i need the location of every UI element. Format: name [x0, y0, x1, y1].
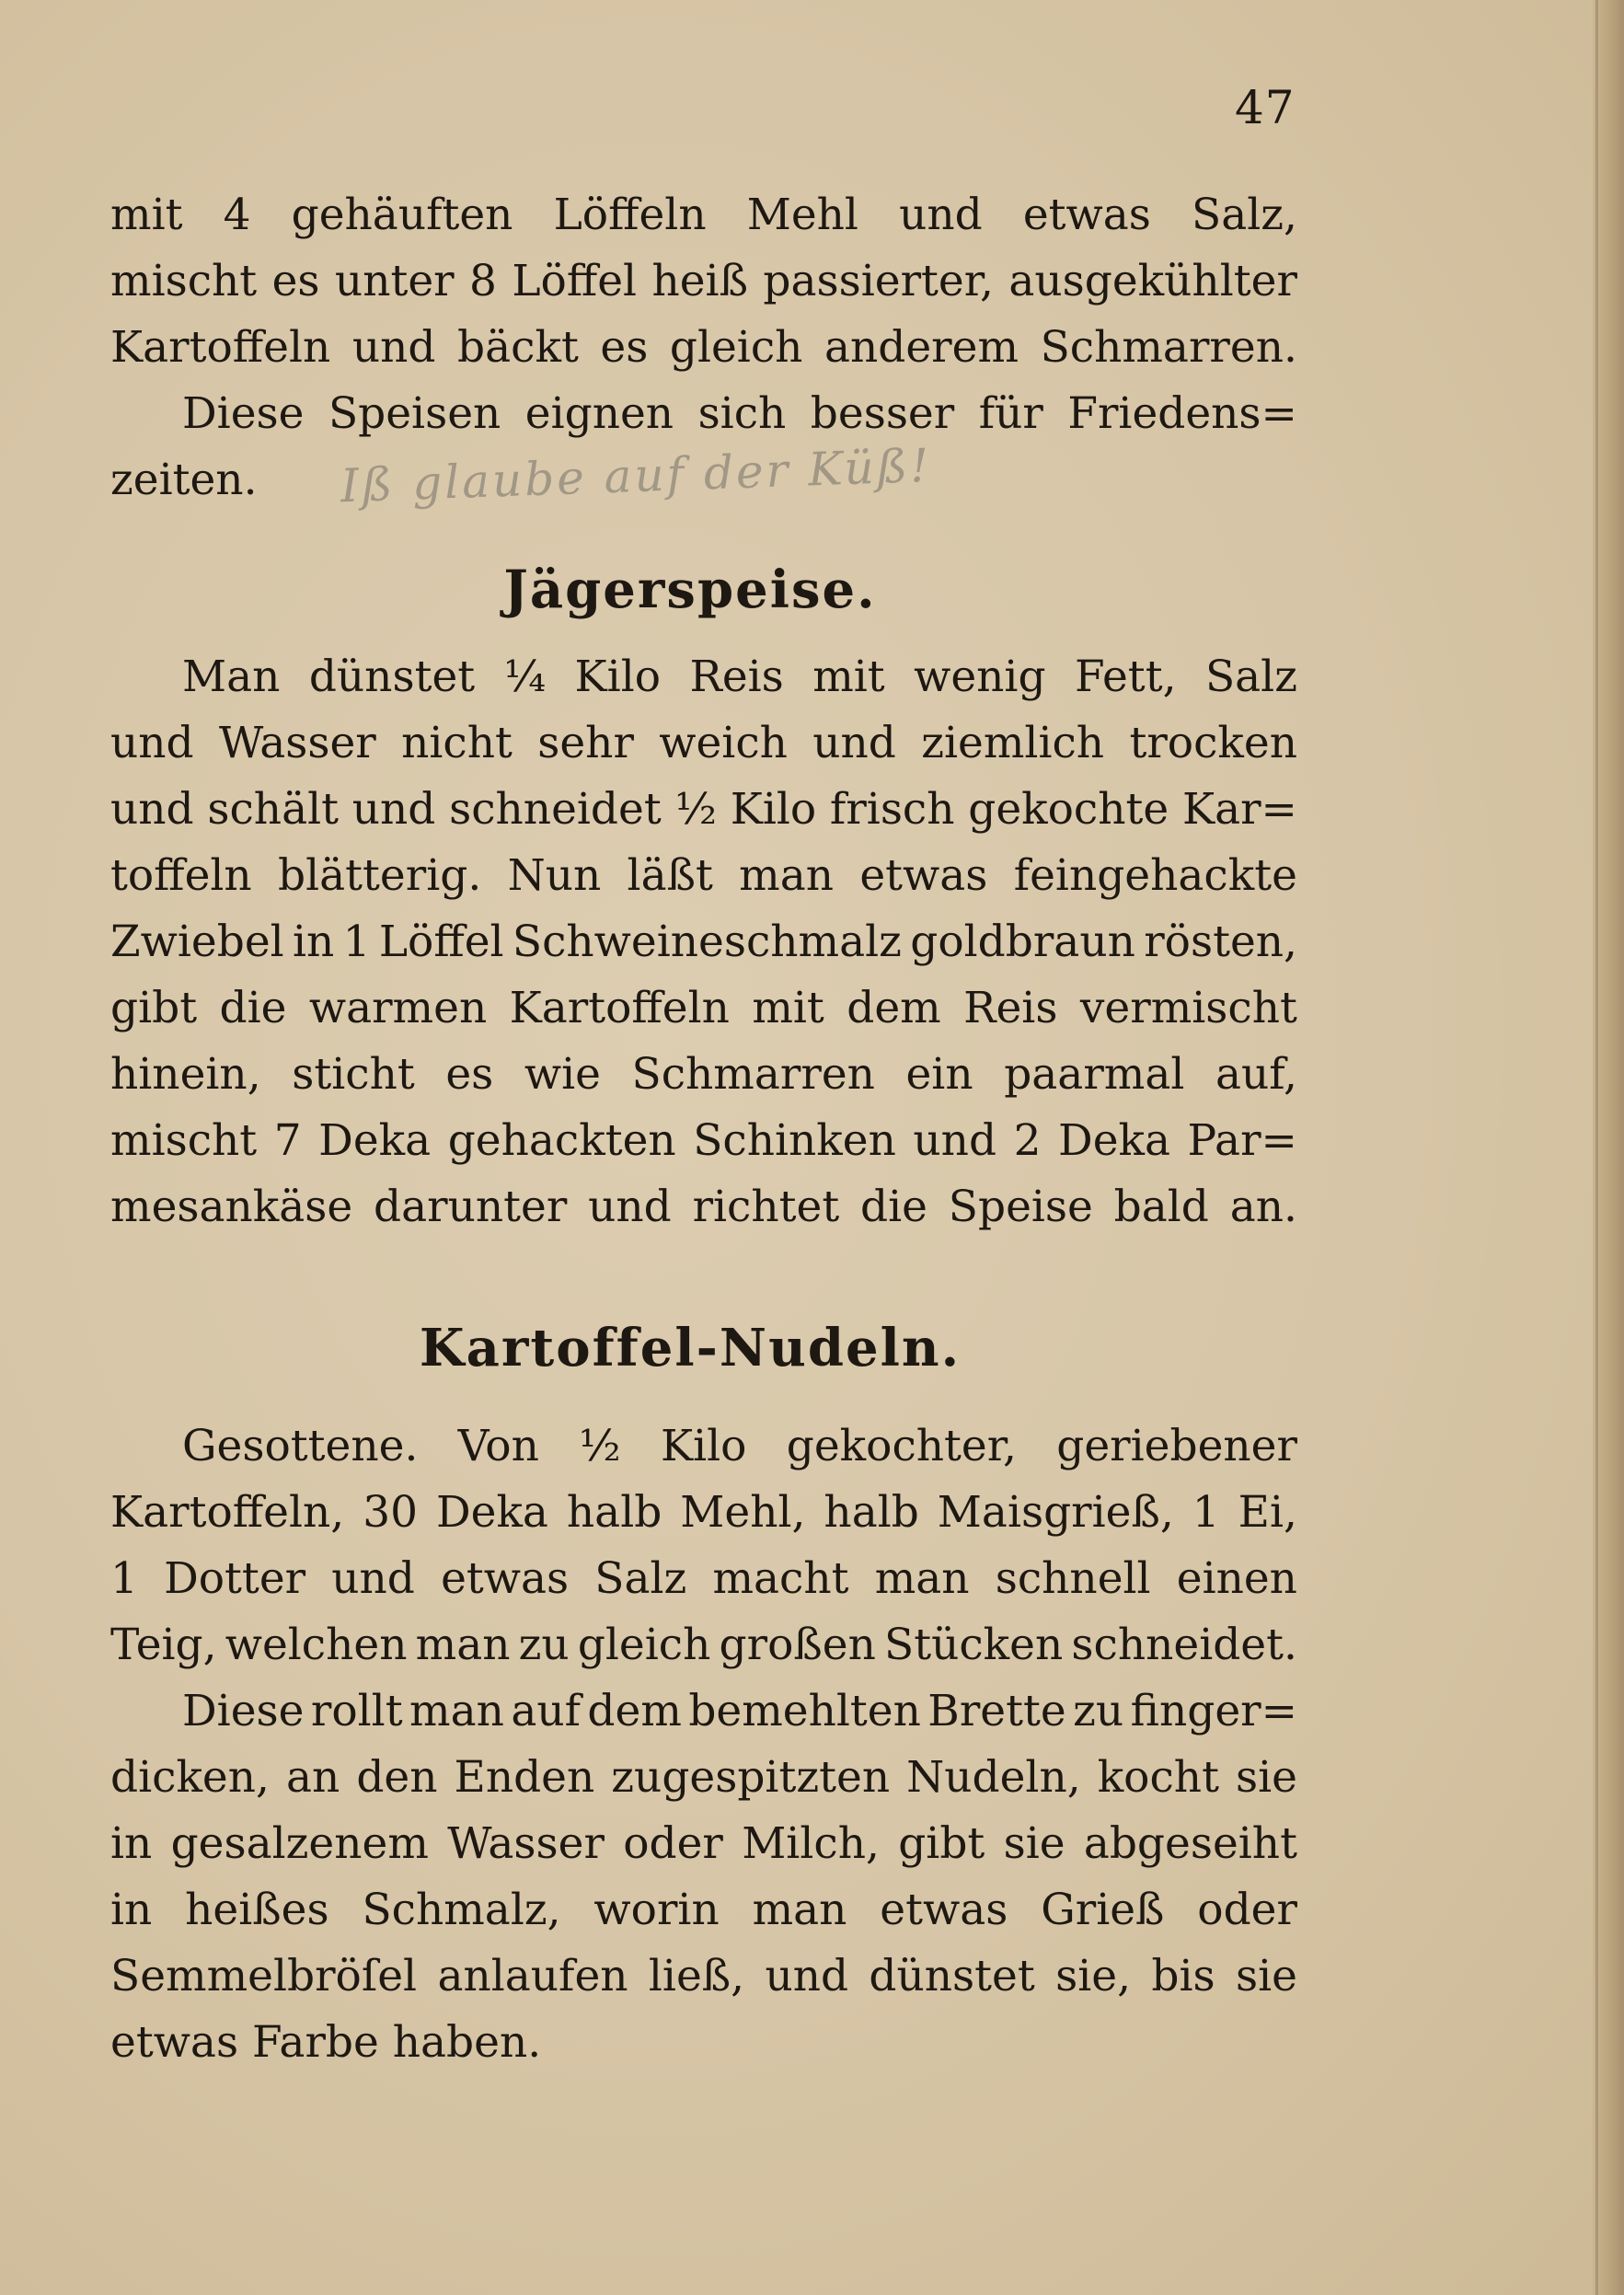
- text-line: mit 4 gehäuften Löffeln Mehl und etwas Salz,: [110, 190, 1297, 240]
- recipe-paragraph: [110, 644, 1297, 1240]
- text-line: in gesalzenem Wasser oder Milch, gibt sie abgeseiht: [110, 1818, 1297, 1869]
- page-number: 47: [1235, 81, 1296, 134]
- text-line: etwas Farbe haben.: [110, 2017, 542, 2068]
- text-line: mesankäse darunter und richtet die Speise bald an.: [110, 1182, 1297, 1232]
- text-line: Kartoffeln, 30 Deka halb Mehl, halb Maisgrieß, 1 Ei,: [110, 1487, 1297, 1538]
- text-line: Gesottene. Von ½ Kilo gekochter, geriebener: [182, 1421, 1297, 1471]
- recipe-paragraph: [110, 1413, 1297, 2076]
- text-line: Diese Speisen eignen sich besser für Friedens=: [182, 388, 1297, 439]
- text-line: zeiten.: [110, 455, 258, 505]
- text-line: Teig, welchen man zu gleich großen Stücken schneidet.: [110, 1620, 1297, 1670]
- text-line: hinein, sticht es wie Schmarren ein paarmal auf,: [110, 1049, 1297, 1100]
- text-line: Diese rollt man auf dem bemehlten Brette zu finger=: [182, 1686, 1297, 1736]
- text-line: Zwiebel in 1 Löffel Schweineschmalz goldbraun rösten,: [110, 917, 1297, 967]
- text-line: in heißes Schmalz, worin man etwas Grieß oder: [110, 1885, 1297, 1935]
- text-line: und schält und schneidet ½ Kilo frisch gekochte Kar=: [110, 784, 1297, 835]
- text-line: 1 Dotter und etwas Salz macht man schnell einen: [110, 1553, 1297, 1604]
- text-line: Kartoffeln und bäckt es gleich anderem Schmarren.: [110, 322, 1297, 373]
- text-line: dicken, an den Enden zugespitzten Nudeln, kocht sie: [110, 1752, 1297, 1803]
- text-line: mischt 7 Deka gehackten Schinken und 2 Deka Par=: [110, 1115, 1297, 1166]
- text-line: mischt es unter 8 Löffel heiß passierter, ausgekühlter: [110, 256, 1297, 306]
- pencil-annotation: Iß glaube auf der Küß!: [340, 438, 933, 513]
- recipe-heading: Jägerspeise.: [503, 559, 877, 620]
- text-line: toffeln blätterig. Nun läßt man etwas feingehackte: [110, 850, 1297, 901]
- text-line: Semmelbröſel anlaufen ließ, und dünstet sie, bis sie: [110, 1951, 1297, 2001]
- text-line: gibt die warmen Kartoffeln mit dem Reis vermischt: [110, 983, 1297, 1033]
- recipe-heading: Kartoffel-Nudeln.: [419, 1318, 962, 1378]
- text-line: Man dünstet ¼ Kilo Reis mit wenig Fett, Salz: [182, 652, 1297, 702]
- page-edge-line: [1595, 0, 1598, 2295]
- text-line: und Wasser nicht sehr weich und ziemlich trocken: [110, 718, 1297, 768]
